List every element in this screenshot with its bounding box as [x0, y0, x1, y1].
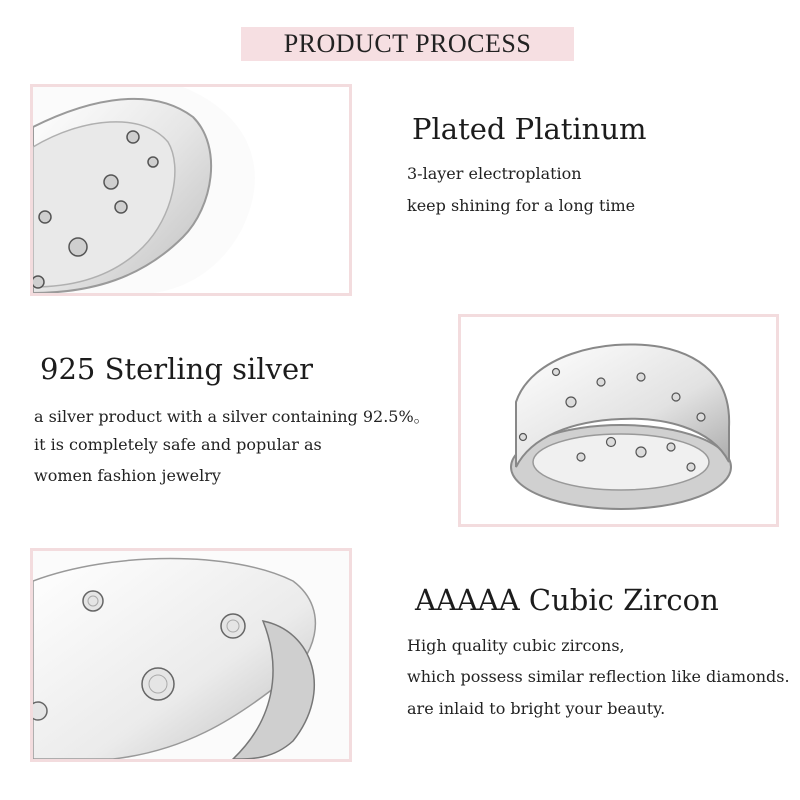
section-text-line: keep shining for a long time [407, 196, 636, 215]
page-title-band [241, 27, 574, 61]
ring-image [461, 317, 776, 524]
section-heading-sterling-silver: 925 Sterling silver [40, 352, 313, 386]
section-text-line: are inlaid to bright your beauty. [407, 699, 666, 718]
ring-closeup-photo-2 [30, 548, 352, 762]
ring-zircon-closeup-image [33, 551, 349, 759]
section-heading-cubic-zircon: AAAAA Cubic Zircon [415, 583, 719, 617]
ring-closeup-photo-1 [30, 84, 352, 296]
section-text-line: a silver product with a silver containing 92.5%。 [34, 407, 430, 426]
section-heading-plated-platinum: Plated Platinum [412, 112, 647, 146]
section-text-line: 3-layer electroplation [407, 164, 582, 183]
section-text-line: High quality cubic zircons, [407, 636, 625, 655]
page-title: PRODUCT PROCESS [283, 29, 532, 58]
section-text-line: which possess similar reflection like diamonds. [407, 667, 790, 686]
ring-inner-band-image [33, 87, 349, 293]
ring-full-photo [458, 314, 779, 527]
section-text-line: it is completely safe and popular as [34, 435, 322, 454]
section-text-line: women fashion jewelry [34, 466, 221, 485]
